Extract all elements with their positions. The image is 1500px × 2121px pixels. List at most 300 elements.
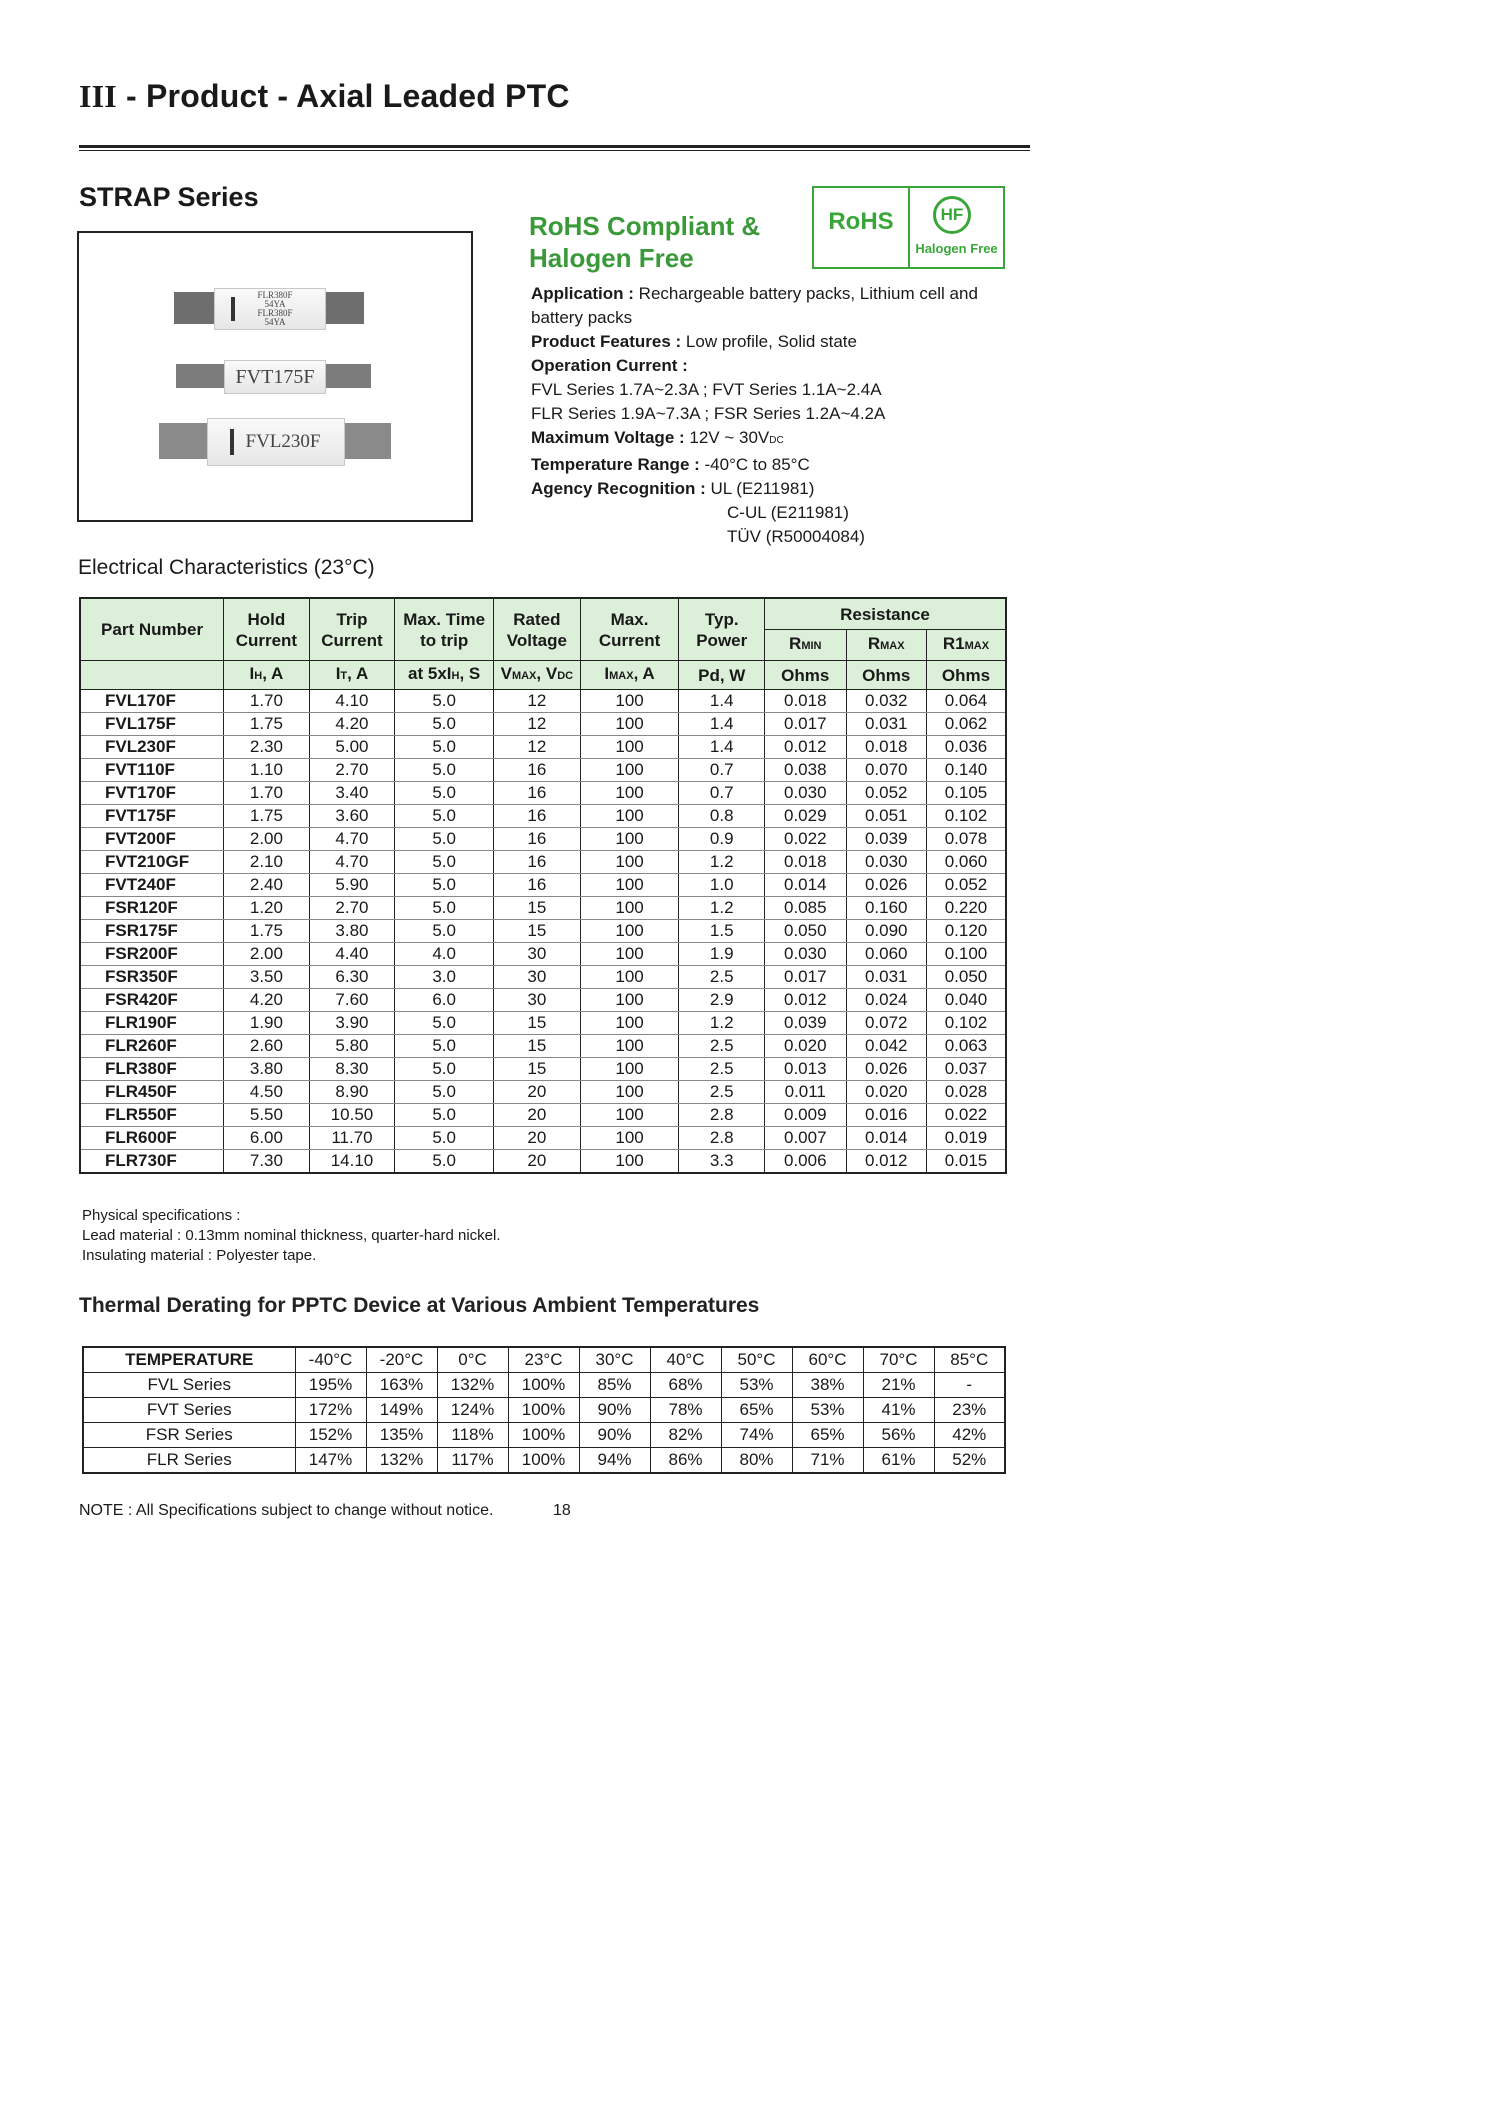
table-cell: 56% — [863, 1423, 934, 1448]
table-cell: 1.10 — [224, 759, 310, 782]
table-row — [80, 1104, 1006, 1127]
table-cell: 1.90 — [224, 1012, 310, 1035]
table-cell: 100 — [580, 943, 679, 966]
spec-list — [531, 282, 1031, 549]
table-cell: 8.30 — [309, 1058, 395, 1081]
table-cell: 0.220 — [926, 897, 1006, 920]
unit-rmax: Ohms — [846, 661, 926, 690]
table-cell: 5.90 — [309, 874, 395, 897]
table-cell: 0.029 — [765, 805, 846, 828]
table-cell: 20 — [494, 1081, 581, 1104]
row-label-cell: TEMPERATURE — [83, 1347, 295, 1373]
electrical-table — [79, 597, 1007, 1174]
table-cell: 2.60 — [224, 1035, 310, 1058]
col-header-rated: Rated Voltage — [494, 598, 581, 661]
spec-features: Product Features : Low profile, Solid state — [531, 332, 857, 351]
table-cell: 135% — [366, 1423, 437, 1448]
table-cell: 1.75 — [224, 805, 310, 828]
col-header-r1max: R1MAX — [926, 630, 1006, 661]
part-number-cell: FVT170F — [80, 782, 224, 805]
table-cell: 5.0 — [395, 920, 494, 943]
table-cell: 86% — [650, 1448, 721, 1474]
table-row — [83, 1448, 1005, 1474]
table-row — [80, 1081, 1006, 1104]
table-cell: 82% — [650, 1423, 721, 1448]
table-row — [80, 851, 1006, 874]
table-cell: 53% — [721, 1373, 792, 1398]
table-row — [80, 1127, 1006, 1150]
unit-r1max: Ohms — [926, 661, 1006, 690]
table-cell: 0.160 — [846, 897, 926, 920]
title-rule-thin — [79, 150, 1030, 151]
table-cell: 2.5 — [679, 1035, 765, 1058]
rohs-logo: RoHS — [828, 208, 894, 235]
table-cell: 65% — [792, 1423, 863, 1448]
table-cell: 195% — [295, 1373, 366, 1398]
table-cell: 2.70 — [309, 759, 395, 782]
table-cell: 0.014 — [765, 874, 846, 897]
table-cell: 1.0 — [679, 874, 765, 897]
table-cell: 3.3 — [679, 1150, 765, 1174]
table-cell: 5.0 — [395, 874, 494, 897]
strap-device-fvt175f — [176, 360, 371, 392]
table-row — [80, 1012, 1006, 1035]
unit-part — [80, 661, 224, 690]
table-cell: 149% — [366, 1398, 437, 1423]
table-cell: 23% — [934, 1398, 1005, 1423]
spec-operation-label: Operation Current : — [531, 356, 688, 375]
table-cell: 152% — [295, 1423, 366, 1448]
table-cell: 100 — [580, 1012, 679, 1035]
table-cell: 100 — [580, 736, 679, 759]
table-cell: 2.5 — [679, 966, 765, 989]
part-number-cell: FSR350F — [80, 966, 224, 989]
part-number-cell: FSR200F — [80, 943, 224, 966]
table-cell: 12 — [494, 690, 581, 713]
table-cell: 0.032 — [846, 690, 926, 713]
spec-agency-cul: C-UL (E211981) — [727, 503, 849, 522]
row-label-cell: FSR Series — [83, 1423, 295, 1448]
electrical-table-body — [80, 690, 1006, 1174]
table-cell: 3.0 — [395, 966, 494, 989]
table-cell: 100 — [580, 690, 679, 713]
table-cell: 0.100 — [926, 943, 1006, 966]
table-cell: 0.026 — [846, 874, 926, 897]
table-cell: 5.0 — [395, 897, 494, 920]
table-cell: 16 — [494, 874, 581, 897]
table-cell: 2.30 — [224, 736, 310, 759]
table-cell: 0.022 — [926, 1104, 1006, 1127]
table-cell: 15 — [494, 1012, 581, 1035]
part-number-cell: FSR120F — [80, 897, 224, 920]
table-cell: 70°C — [863, 1347, 934, 1373]
table-cell: 1.9 — [679, 943, 765, 966]
table-cell: 30°C — [579, 1347, 650, 1373]
table-cell: 2.5 — [679, 1058, 765, 1081]
strap-label-line: 54YA — [264, 299, 286, 309]
table-cell: 1.2 — [679, 1012, 765, 1035]
hf-logo-icon: HF — [933, 196, 971, 234]
page-number: 18 — [553, 1502, 571, 1519]
thermal-table — [82, 1346, 1006, 1474]
table-cell: 0.7 — [679, 782, 765, 805]
table-cell: 0.105 — [926, 782, 1006, 805]
table-cell: 4.70 — [309, 851, 395, 874]
table-cell: 0.015 — [926, 1150, 1006, 1174]
table-cell: 6.0 — [395, 989, 494, 1012]
table-cell: 5.0 — [395, 1127, 494, 1150]
col-header-time: Max. Time to trip — [395, 598, 494, 661]
table-row — [80, 897, 1006, 920]
spec-operation-line1: FVL Series 1.7A~2.3A ; FVT Series 1.1A~2.4A — [531, 380, 882, 399]
spec-voltage: Maximum Voltage : 12V ~ 30VDC — [531, 428, 784, 447]
table-cell: 0.016 — [846, 1104, 926, 1127]
table-cell: 0.028 — [926, 1081, 1006, 1104]
table-cell: 5.0 — [395, 1150, 494, 1174]
col-header-power: Typ. Power — [679, 598, 765, 661]
table-cell: 0.060 — [926, 851, 1006, 874]
row-label-cell: FVT Series — [83, 1398, 295, 1423]
part-number-cell: FLR450F — [80, 1081, 224, 1104]
table-cell: 100% — [508, 1373, 579, 1398]
table-cell: 4.20 — [224, 989, 310, 1012]
table-cell: 5.0 — [395, 782, 494, 805]
table-cell: 5.0 — [395, 736, 494, 759]
table-cell: 30 — [494, 989, 581, 1012]
table-cell: 23°C — [508, 1347, 579, 1373]
spec-agency-tuv: TÜV (R50004084) — [727, 527, 865, 546]
table-cell: 3.80 — [224, 1058, 310, 1081]
part-number-cell: FVL175F — [80, 713, 224, 736]
table-cell: 0.052 — [846, 782, 926, 805]
table-cell: 52% — [934, 1448, 1005, 1474]
table-cell: 100 — [580, 782, 679, 805]
table-cell: 8.90 — [309, 1081, 395, 1104]
col-header-maxcur: Max. Current — [580, 598, 679, 661]
table-cell: 1.2 — [679, 897, 765, 920]
table-cell: 0.102 — [926, 805, 1006, 828]
table-cell: 0.011 — [765, 1081, 846, 1104]
table-cell: 6.00 — [224, 1127, 310, 1150]
table-cell: 0.090 — [846, 920, 926, 943]
table-cell: 3.40 — [309, 782, 395, 805]
table-cell: 0.030 — [765, 943, 846, 966]
table-cell: 100% — [508, 1423, 579, 1448]
table-row — [80, 966, 1006, 989]
physical-specs-title: Physical specifications : — [82, 1207, 241, 1224]
part-number-cell: FSR420F — [80, 989, 224, 1012]
table-cell: 0.006 — [765, 1150, 846, 1174]
table-cell: 5.0 — [395, 713, 494, 736]
spec-operation-line2: FLR Series 1.9A~7.3A ; FSR Series 1.2A~4.2A — [531, 404, 886, 423]
part-number-cell: FVT200F — [80, 828, 224, 851]
part-number-cell: FLR260F — [80, 1035, 224, 1058]
thermal-table-body — [83, 1347, 1005, 1473]
part-number-cell: FVT110F — [80, 759, 224, 782]
table-cell: 2.40 — [224, 874, 310, 897]
table-cell: 15 — [494, 1035, 581, 1058]
table-cell: 71% — [792, 1448, 863, 1474]
table-cell: 10.50 — [309, 1104, 395, 1127]
table-row — [80, 920, 1006, 943]
table-cell: 1.20 — [224, 897, 310, 920]
table-cell: 5.0 — [395, 759, 494, 782]
table-cell: 0.014 — [846, 1127, 926, 1150]
table-cell: 20 — [494, 1150, 581, 1174]
table-cell: 0.012 — [765, 736, 846, 759]
table-cell: 100 — [580, 1104, 679, 1127]
table-cell: 5.0 — [395, 851, 494, 874]
strap-label-line: FLR380F — [257, 308, 293, 318]
table-cell: 30 — [494, 943, 581, 966]
table-cell: -20°C — [366, 1347, 437, 1373]
table-cell: 5.0 — [395, 805, 494, 828]
table-cell: 0.007 — [765, 1127, 846, 1150]
table-row — [80, 713, 1006, 736]
spec-application: Application : Rechargeable battery packs, Lithium cell and battery packs — [531, 284, 978, 327]
part-number-cell: FLR380F — [80, 1058, 224, 1081]
table-cell: 2.10 — [224, 851, 310, 874]
table-cell: 100 — [580, 805, 679, 828]
table-cell: 4.20 — [309, 713, 395, 736]
table-cell: 1.4 — [679, 736, 765, 759]
strap-device-flr380f — [174, 288, 364, 328]
table-cell: 7.30 — [224, 1150, 310, 1174]
strap-label-fvt175f: FVT175F — [235, 366, 315, 388]
table-cell: 2.70 — [309, 897, 395, 920]
table-cell: 0.140 — [926, 759, 1006, 782]
table-row — [80, 736, 1006, 759]
thermal-heading: Thermal Derating for PPTC Device at Various Ambient Temperatures — [79, 1294, 760, 1317]
series-title: STRAP Series — [79, 182, 259, 212]
table-cell: 42% — [934, 1423, 1005, 1448]
table-cell: 2.5 — [679, 1081, 765, 1104]
table-cell: 4.0 — [395, 943, 494, 966]
strap-label-line: FLR380F — [257, 290, 293, 300]
row-label-cell: FVL Series — [83, 1373, 295, 1398]
section-roman-numeral: III — [79, 78, 117, 114]
table-cell: 163% — [366, 1373, 437, 1398]
physical-specs-insulation: Insulating material : Polyester tape. — [82, 1247, 317, 1264]
table-cell: 0.030 — [765, 782, 846, 805]
table-cell: 0.013 — [765, 1058, 846, 1081]
table-cell: 1.4 — [679, 690, 765, 713]
table-cell: 100 — [580, 828, 679, 851]
table-cell: 1.4 — [679, 713, 765, 736]
table-cell: 100% — [508, 1398, 579, 1423]
table-row — [80, 874, 1006, 897]
table-cell: 0.026 — [846, 1058, 926, 1081]
table-cell: - — [934, 1373, 1005, 1398]
table-cell: 4.50 — [224, 1081, 310, 1104]
table-cell: 0.019 — [926, 1127, 1006, 1150]
table-cell: 0.072 — [846, 1012, 926, 1035]
table-cell: 74% — [721, 1423, 792, 1448]
table-cell: 2.8 — [679, 1104, 765, 1127]
table-cell: 0.070 — [846, 759, 926, 782]
col-header-rmin: RMIN — [765, 630, 846, 661]
rohs-hf-badge — [812, 186, 1005, 269]
table-cell: 100 — [580, 897, 679, 920]
table-cell: 4.10 — [309, 690, 395, 713]
table-cell: 6.30 — [309, 966, 395, 989]
page-title — [79, 78, 570, 115]
table-cell: 100 — [580, 1081, 679, 1104]
table-cell: 78% — [650, 1398, 721, 1423]
table-cell: 0.052 — [926, 874, 1006, 897]
table-cell: 65% — [721, 1398, 792, 1423]
table-row — [80, 782, 1006, 805]
table-cell: 132% — [366, 1448, 437, 1474]
unit-trip: IT, A — [309, 661, 395, 690]
unit-maxcur: IMAX, A — [580, 661, 679, 690]
table-cell: 21% — [863, 1373, 934, 1398]
col-header-hold: Hold Current — [224, 598, 310, 661]
table-cell: 61% — [863, 1448, 934, 1474]
table-cell: 0.012 — [765, 989, 846, 1012]
table-cell: 30 — [494, 966, 581, 989]
table-cell: -40°C — [295, 1347, 366, 1373]
table-cell: 2.00 — [224, 943, 310, 966]
table-cell: 0.020 — [846, 1081, 926, 1104]
table-cell: 12 — [494, 736, 581, 759]
table-cell: 20 — [494, 1104, 581, 1127]
table-cell: 0.120 — [926, 920, 1006, 943]
table-cell: 5.80 — [309, 1035, 395, 1058]
unit-hold: IH, A — [224, 661, 310, 690]
table-cell: 0.9 — [679, 828, 765, 851]
table-cell: 5.0 — [395, 690, 494, 713]
table-cell: 147% — [295, 1448, 366, 1474]
table-cell: 0.018 — [765, 851, 846, 874]
table-cell: 38% — [792, 1373, 863, 1398]
table-cell: 2.8 — [679, 1127, 765, 1150]
strap-label-line: 54YA — [264, 317, 286, 327]
col-header-part: Part Number — [80, 598, 224, 661]
table-cell: 1.70 — [224, 782, 310, 805]
rohs-heading-line1: RoHS Compliant & — [529, 211, 761, 241]
table-cell: 0.051 — [846, 805, 926, 828]
part-number-cell: FVT240F — [80, 874, 224, 897]
table-cell: 11.70 — [309, 1127, 395, 1150]
electrical-heading: Electrical Characteristics (23°C) — [78, 556, 375, 579]
table-cell: 0.063 — [926, 1035, 1006, 1058]
table-cell: 2.9 — [679, 989, 765, 1012]
table-cell: 100 — [580, 874, 679, 897]
table-cell: 0.031 — [846, 713, 926, 736]
table-cell: 4.40 — [309, 943, 395, 966]
table-cell: 0.017 — [765, 713, 846, 736]
table-cell: 0.062 — [926, 713, 1006, 736]
part-number-cell: FLR730F — [80, 1150, 224, 1174]
table-cell: 0.8 — [679, 805, 765, 828]
table-row — [83, 1423, 1005, 1448]
table-cell: 118% — [437, 1423, 508, 1448]
table-cell: 100 — [580, 989, 679, 1012]
spec-agency: Agency Recognition : UL (E211981) — [531, 479, 815, 498]
table-cell: 41% — [863, 1398, 934, 1423]
unit-rated: VMAX, VDC — [494, 661, 581, 690]
rohs-heading-line2: Halogen Free — [529, 243, 694, 273]
table-cell: 100 — [580, 920, 679, 943]
table-row — [80, 759, 1006, 782]
table-cell: 100 — [580, 1150, 679, 1174]
strap-device-fvl230f — [159, 418, 391, 464]
table-cell: 14.10 — [309, 1150, 395, 1174]
table-cell: 0.022 — [765, 828, 846, 851]
table-row — [80, 1150, 1006, 1174]
table-row — [80, 805, 1006, 828]
table-cell: 0.039 — [846, 828, 926, 851]
table-row — [80, 828, 1006, 851]
table-cell: 90% — [579, 1398, 650, 1423]
table-cell: 117% — [437, 1448, 508, 1474]
table-cell: 5.0 — [395, 1104, 494, 1127]
col-header-trip: Trip Current — [309, 598, 395, 661]
table-cell: 16 — [494, 782, 581, 805]
table-cell: 85% — [579, 1373, 650, 1398]
table-cell: 0.050 — [765, 920, 846, 943]
table-row — [80, 690, 1006, 713]
table-cell: 100% — [508, 1448, 579, 1474]
table-cell: 0.024 — [846, 989, 926, 1012]
table-cell: 0.036 — [926, 736, 1006, 759]
table-cell: 100 — [580, 759, 679, 782]
table-cell: 3.90 — [309, 1012, 395, 1035]
unit-rmin: Ohms — [765, 661, 846, 690]
table-cell: 53% — [792, 1398, 863, 1423]
table-cell: 94% — [579, 1448, 650, 1474]
table-cell: 0°C — [437, 1347, 508, 1373]
table-cell: 0.7 — [679, 759, 765, 782]
table-cell: 16 — [494, 805, 581, 828]
table-cell: 100 — [580, 851, 679, 874]
part-number-cell: FVT175F — [80, 805, 224, 828]
table-cell: 90% — [579, 1423, 650, 1448]
table-cell: 1.75 — [224, 920, 310, 943]
table-cell: 3.50 — [224, 966, 310, 989]
table-cell: 100 — [580, 713, 679, 736]
footer-note: NOTE : All Specifications subject to change without notice. — [79, 1502, 494, 1519]
table-cell: 0.030 — [846, 851, 926, 874]
table-cell: 124% — [437, 1398, 508, 1423]
table-cell: 0.078 — [926, 828, 1006, 851]
halogen-free-logo-text: Halogen Free — [915, 241, 998, 256]
table-cell: 1.5 — [679, 920, 765, 943]
table-cell: 16 — [494, 759, 581, 782]
col-header-rmax: RMAX — [846, 630, 926, 661]
title-rule-thick — [79, 145, 1030, 148]
table-cell: 1.70 — [224, 690, 310, 713]
table-cell: 16 — [494, 851, 581, 874]
part-number-cell: FLR550F — [80, 1104, 224, 1127]
table-cell: 15 — [494, 897, 581, 920]
physical-specs — [82, 1206, 501, 1266]
table-row — [83, 1398, 1005, 1423]
table-cell: 20 — [494, 1127, 581, 1150]
table-cell: 1.75 — [224, 713, 310, 736]
product-photo — [77, 231, 473, 522]
table-cell: 100 — [580, 966, 679, 989]
table-cell: 7.60 — [309, 989, 395, 1012]
table-cell: 0.018 — [846, 736, 926, 759]
table-cell: 100 — [580, 1127, 679, 1150]
table-cell: 5.0 — [395, 1012, 494, 1035]
table-cell: 0.050 — [926, 966, 1006, 989]
table-cell: 0.017 — [765, 966, 846, 989]
thermal-header-row — [83, 1347, 1005, 1373]
table-row — [80, 943, 1006, 966]
